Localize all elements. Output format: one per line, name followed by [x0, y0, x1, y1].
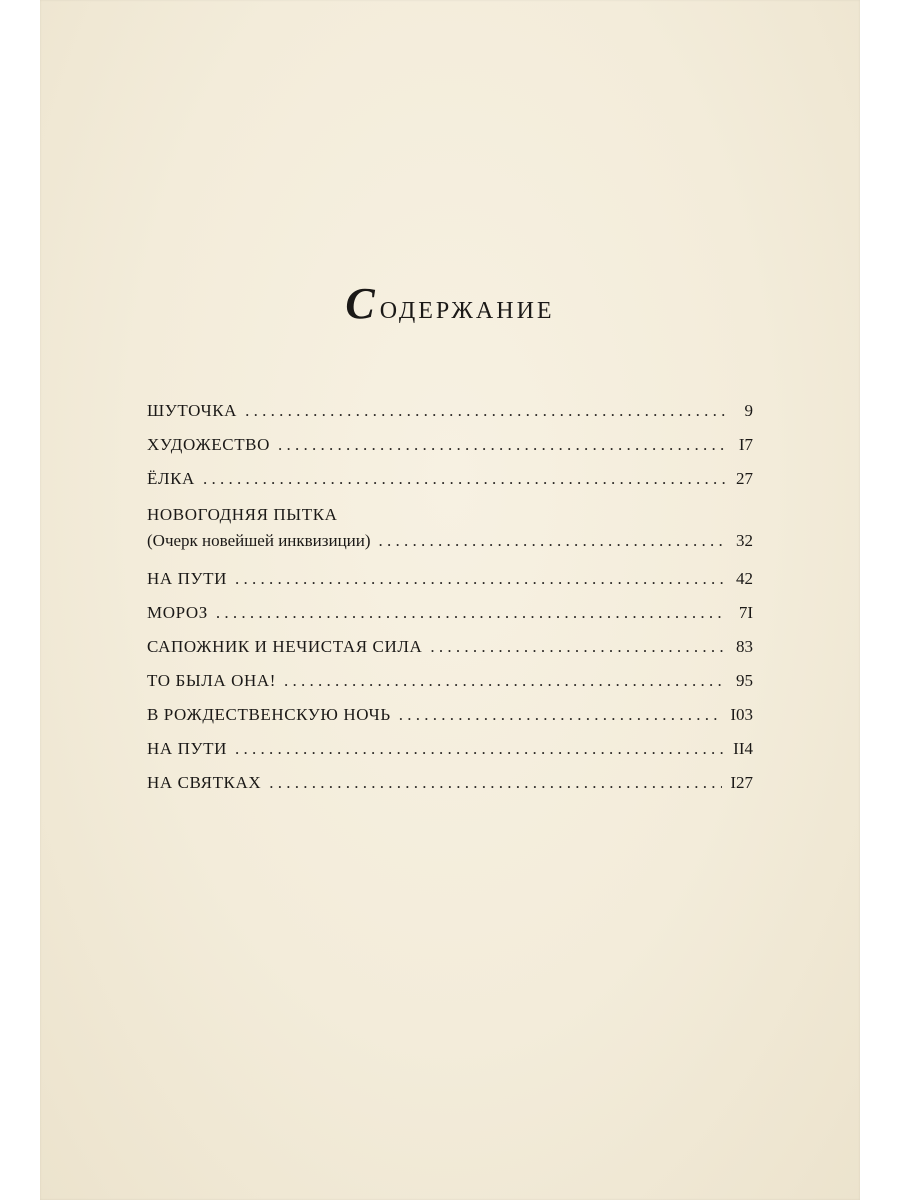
toc-entry[interactable]: [147, 664, 753, 698]
toc-leader-dots: [245, 394, 727, 428]
toc-entry-title: МОРОЗ: [147, 603, 208, 622]
page-title: [40, 278, 860, 329]
toc-entry[interactable]: [147, 562, 753, 596]
toc-leader-dots: [399, 698, 723, 732]
toc-entry-title: САПОЖНИК И НЕЧИСТАЯ СИЛА: [147, 637, 423, 656]
toc-entry-title: НОВОГОДНЯЯ ПЫТКА: [147, 505, 338, 524]
toc-entry-title: НА СВЯТКАХ: [147, 773, 262, 792]
toc-entry[interactable]: [147, 596, 753, 630]
toc-leader-dots: [379, 528, 727, 554]
toc-leader-dots: [235, 562, 727, 596]
toc-page-number: II4: [733, 739, 753, 758]
toc-page-number: 95: [736, 671, 753, 690]
decorative-initial: С: [345, 279, 378, 328]
toc-leader-dots: [203, 462, 727, 496]
table-of-contents: [147, 394, 753, 800]
toc-entry[interactable]: [147, 698, 753, 732]
toc-page-number: I7: [738, 435, 753, 454]
toc-entry-title: НА ПУТИ: [147, 739, 227, 758]
toc-leader-dots: [235, 732, 725, 766]
toc-page-number: 42: [736, 569, 753, 588]
book-page: [40, 0, 860, 1200]
toc-page-number: I03: [730, 705, 753, 724]
toc-page-number: 27: [736, 469, 753, 488]
toc-leader-dots: [269, 766, 722, 800]
toc-entry-title: ШУТОЧКА: [147, 401, 238, 420]
toc-entry[interactable]: [147, 496, 753, 562]
toc-entry-title: ТО БЫЛА ОНА!: [147, 671, 277, 690]
toc-entry-subtitle: (Очерк новейшей инквизиции): [147, 531, 371, 550]
toc-entry[interactable]: [147, 766, 753, 800]
toc-entry[interactable]: [147, 462, 753, 496]
toc-page-number: 7I: [738, 603, 753, 622]
toc-page-number: I27: [730, 773, 753, 792]
toc-entry-title: ЁЛКА: [147, 469, 195, 488]
toc-page-number: 9: [744, 401, 753, 420]
toc-page-number: 32: [736, 531, 753, 550]
toc-entry-title: В РОЖДЕСТВЕНСКУЮ НОЧЬ: [147, 705, 391, 724]
toc-page-number: 83: [736, 637, 753, 656]
toc-entry[interactable]: [147, 630, 753, 664]
toc-leader-dots: [216, 596, 727, 630]
page-title-text: одержание: [379, 289, 555, 326]
toc-leader-dots: [278, 428, 727, 462]
toc-leader-dots: [284, 664, 727, 698]
toc-entry-title: ХУДОЖЕСТВО: [147, 435, 270, 454]
toc-leader-dots: [430, 630, 727, 664]
toc-entry[interactable]: [147, 394, 753, 428]
toc-entry[interactable]: [147, 428, 753, 462]
toc-entry[interactable]: [147, 732, 753, 766]
toc-entry-title: НА ПУТИ: [147, 569, 227, 588]
